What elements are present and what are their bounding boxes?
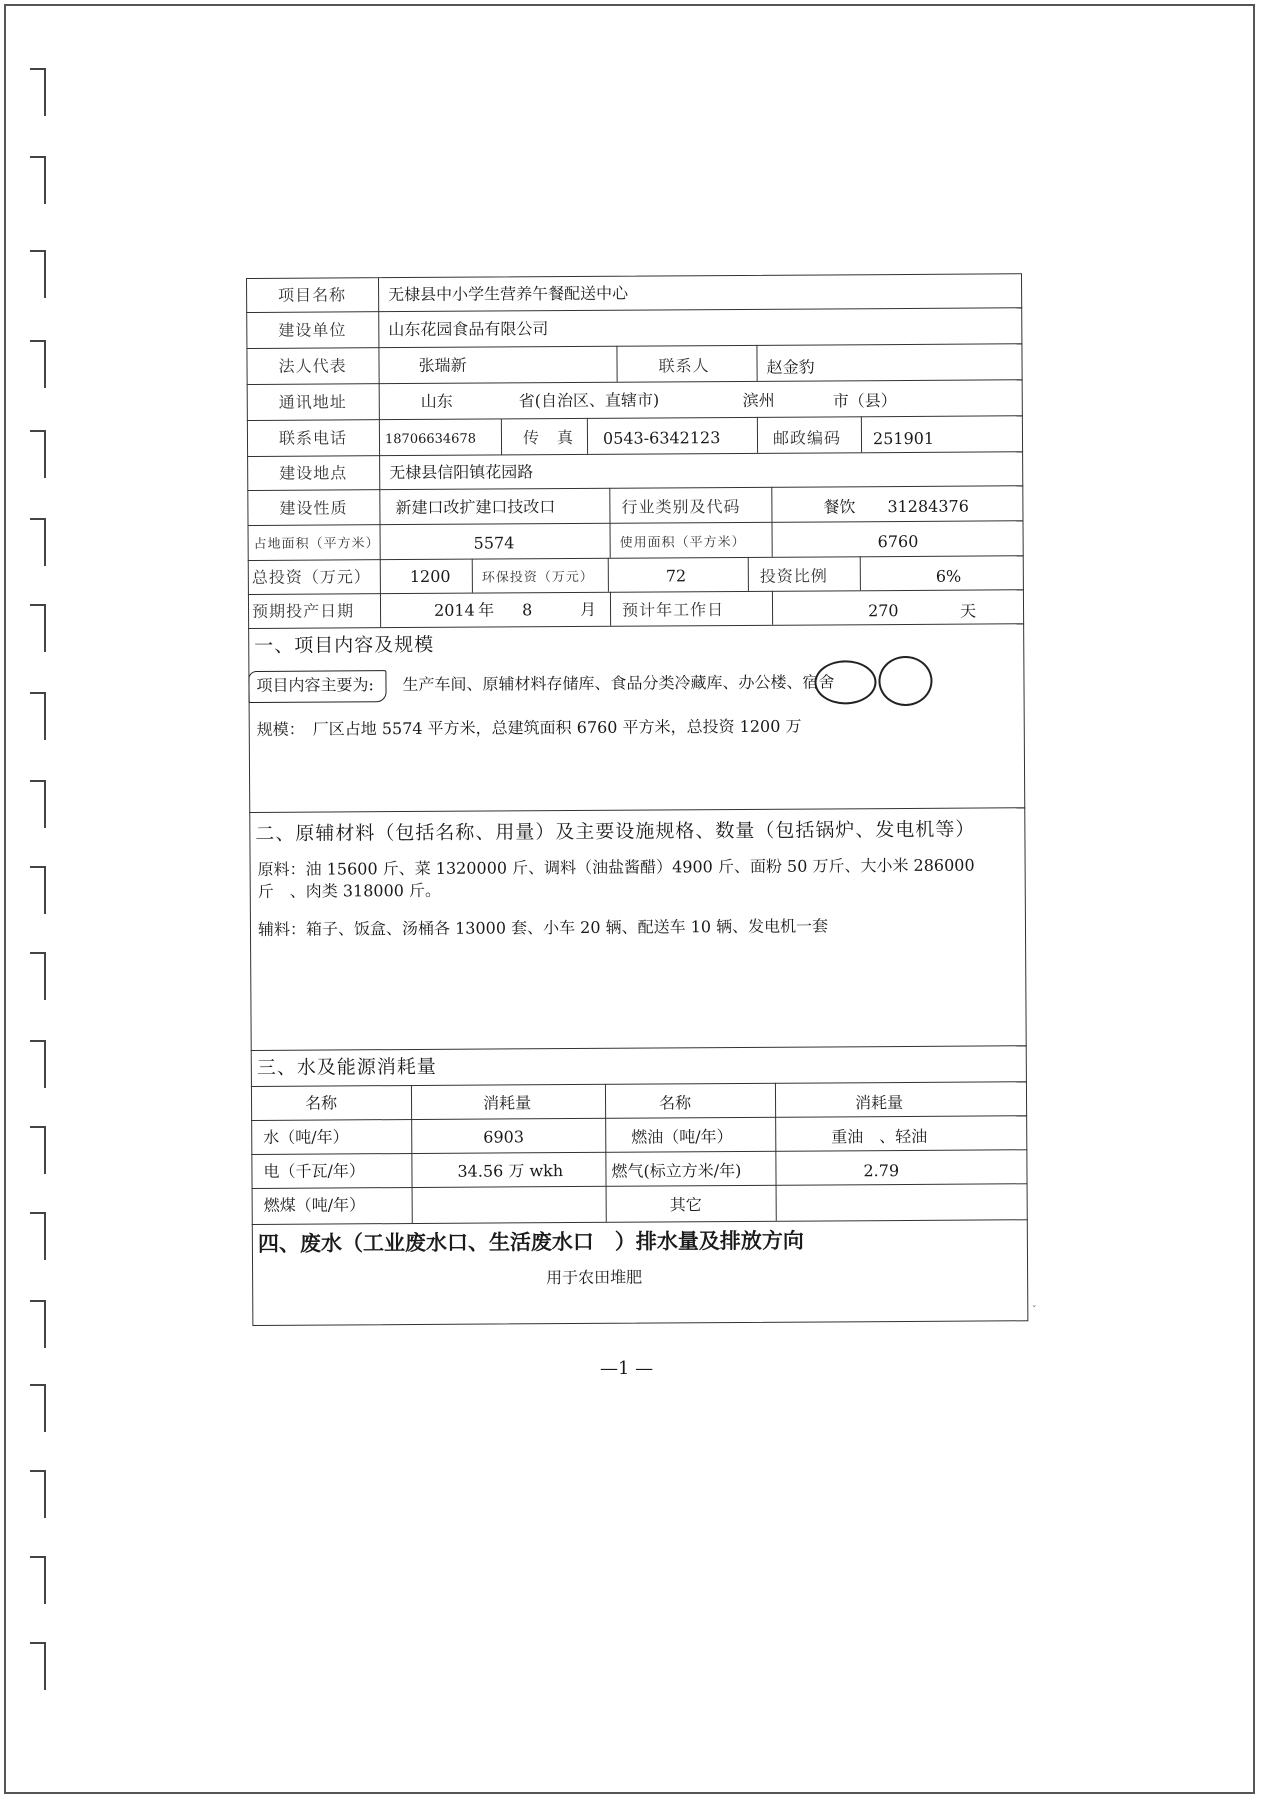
- col-name-header: 名称: [304, 1093, 338, 1113]
- fax-value: 0543-6342123: [602, 428, 721, 448]
- scan-speck: ˇ: [1032, 1306, 1037, 1316]
- env-invest-label: 环保投资（万元）: [481, 569, 594, 586]
- legal-rep-value: 张瑞新: [418, 355, 467, 375]
- row-rule: [252, 1219, 1028, 1225]
- col-rule: [610, 523, 611, 558]
- binding-mark: [30, 952, 46, 1000]
- address-label: 通讯地址: [278, 392, 347, 412]
- postcode-value: 251901: [872, 428, 935, 449]
- row-rule: [246, 343, 1022, 349]
- row-rule: [247, 379, 1023, 385]
- start-date-label: 预期投产日期: [251, 601, 355, 621]
- binding-mark: [30, 68, 46, 116]
- contact-value: 赵金豹: [766, 357, 815, 377]
- phone-label: 联系电话: [278, 428, 348, 448]
- label-column-rule: [378, 277, 381, 627]
- fuel-oil-value: 重油 、轻油: [831, 1126, 928, 1147]
- city-value: 滨州: [742, 390, 775, 410]
- postcode-label: 邮政编码: [772, 428, 842, 448]
- col-amount-header: 消耗量: [482, 1093, 532, 1113]
- site-value: 无棣县信阳镇花园路: [389, 462, 534, 483]
- row-rule: [247, 415, 1023, 421]
- section4-content: 用于农田堆肥: [546, 1267, 643, 1288]
- row-rule: [251, 1149, 1027, 1155]
- water-label: 水（吨/年）: [263, 1127, 349, 1147]
- gas-value: 2.79: [863, 1161, 900, 1181]
- section-rule: [249, 807, 1025, 813]
- binding-mark: [30, 430, 46, 478]
- row-rule: [252, 1183, 1028, 1189]
- invest-ratio-label: 投资比例: [759, 566, 828, 586]
- binding-mark: [30, 1040, 46, 1088]
- binding-mark: [30, 866, 46, 914]
- start-year: 2014: [433, 600, 475, 620]
- section1-content: 生产车间、原辅材料存储库、食品分类冷藏库、办公楼、宿舍: [402, 672, 835, 695]
- land-area-value: 5574: [473, 533, 515, 553]
- binding-mark: [30, 250, 46, 298]
- project-name-label: 项目名称: [278, 285, 347, 305]
- section1-title: 一、项目内容及规模: [254, 633, 435, 657]
- section1-content-label: 项目内容主要为:: [256, 675, 374, 695]
- province-value: 山东: [420, 391, 453, 411]
- col-rule: [608, 558, 609, 592]
- aux-material: 辅料：箱子、饭盒、汤桶各 13000 套、小车 20 辆、配送车 10 辆、发电机一套: [257, 916, 829, 939]
- electricity-label: 电（千瓦/年）: [263, 1161, 365, 1181]
- col-rule: [616, 346, 617, 382]
- work-days-value: 270: [867, 601, 899, 621]
- col-rule: [772, 591, 773, 625]
- industry-code: 31284376: [887, 496, 969, 517]
- industry-value: 餐饮: [823, 497, 856, 517]
- row-rule: [251, 1115, 1027, 1121]
- builder-label: 建设单位: [278, 320, 347, 340]
- raw-material-line1: 原料：油 15600 斤、菜 1320000 斤、调料（油盐酱醋）4900 斤、面粉 50 万斤、大小米 286000: [257, 855, 975, 879]
- binding-mark: [30, 1384, 46, 1432]
- col-rule: [501, 418, 502, 454]
- raw-material-line2: 斤 、肉类 318000 斤。: [257, 880, 442, 901]
- project-form: [246, 273, 1028, 1326]
- energy-col-rule: [411, 1085, 413, 1223]
- col-rule: [756, 345, 757, 381]
- project-name-value: 无棣县中小学生营养午餐配送中心: [388, 283, 629, 305]
- row-rule: [247, 485, 1023, 491]
- use-area-label: 使用面积（平方米）: [619, 534, 746, 551]
- col-rule: [609, 488, 610, 523]
- coal-label: 燃煤（吨/年）: [263, 1195, 366, 1215]
- col-rule: [587, 418, 588, 454]
- builder-value: 山东花园食品有限公司: [388, 319, 549, 340]
- row-rule: [248, 520, 1024, 526]
- province-suffix: 省(自治区、直辖市): [518, 390, 660, 411]
- total-invest-value: 1200: [409, 566, 451, 587]
- binding-mark: [30, 1212, 46, 1260]
- fax-label: 传 真: [522, 427, 575, 448]
- fuel-oil-label: 燃油（吨/年）: [631, 1127, 733, 1147]
- binding-mark: [30, 780, 46, 828]
- binding-mark: [30, 692, 46, 740]
- water-value: 6903: [483, 1127, 525, 1147]
- total-invest-label: 总投资（万元）: [251, 567, 371, 587]
- col-name-header: 名称: [658, 1093, 692, 1113]
- col-rule: [861, 416, 862, 452]
- electricity-value: 34.56 万 wkh: [457, 1161, 564, 1181]
- legal-rep-label: 法人代表: [278, 356, 347, 376]
- col-rule: [860, 556, 861, 590]
- other-label: 其它: [669, 1195, 702, 1215]
- binding-mark: [30, 604, 46, 652]
- row-rule: [246, 307, 1022, 313]
- invest-ratio-value: 6%: [935, 566, 962, 586]
- section-rule: [251, 1045, 1027, 1051]
- phone-value: 18706634678: [384, 431, 477, 448]
- section1-scale: 规模： 厂区占地 5574 平方米，总建筑面积 6760 平方米，总投资 1200 万: [256, 716, 802, 739]
- handwritten-circle: [878, 656, 932, 706]
- site-label: 建设地点: [279, 463, 348, 483]
- binding-mark: [30, 1642, 46, 1690]
- nature-label: 建设性质: [279, 498, 348, 518]
- industry-label: 行业类别及代码: [621, 496, 741, 517]
- section4-title: 四、废水（工业废水口、生活废水口 ）排水量及排放方向: [257, 1228, 804, 1256]
- col-rule: [771, 522, 772, 557]
- contact-label: 联系人: [658, 356, 710, 376]
- row-rule: [248, 623, 1024, 629]
- row-rule: [247, 451, 1023, 457]
- start-month: 8: [521, 600, 533, 620]
- page-number: —1 —: [600, 1358, 654, 1379]
- env-invest-value: 72: [665, 566, 687, 586]
- row-rule: [248, 589, 1024, 595]
- section3-title: 三、水及能源消耗量: [256, 1055, 437, 1079]
- binding-mark: [30, 340, 46, 388]
- binding-mark: [30, 1470, 46, 1518]
- nature-options: 新建口改扩建口技改口: [395, 497, 556, 518]
- gas-label: 燃气(标立方米/年): [611, 1160, 742, 1181]
- binding-mark: [30, 1556, 46, 1604]
- year-unit: 年: [477, 600, 495, 620]
- binding-mark: [30, 518, 46, 566]
- col-rule: [748, 557, 749, 591]
- land-area-label: 占地面积（平方米）: [253, 536, 380, 552]
- row-rule: [248, 555, 1024, 561]
- binding-mark: [30, 156, 46, 204]
- section2-title: 二、原辅材料（包括名称、用量）及主要设施规格、数量（包括锅炉、发电机等）: [255, 818, 976, 845]
- binding-mark: [30, 1126, 46, 1174]
- col-rule: [610, 592, 611, 626]
- binding-mark: [30, 1300, 46, 1348]
- col-rule: [771, 487, 772, 522]
- col-amount-header: 消耗量: [854, 1093, 904, 1113]
- row-rule: [251, 1081, 1027, 1087]
- city-suffix: 市（县）: [832, 391, 897, 411]
- month-unit: 月: [579, 599, 597, 619]
- use-area-value: 6760: [877, 531, 919, 552]
- col-rule: [472, 559, 473, 593]
- col-rule: [757, 417, 758, 453]
- work-days-label: 预计年工作日: [621, 600, 725, 620]
- days-unit: 天: [959, 601, 977, 621]
